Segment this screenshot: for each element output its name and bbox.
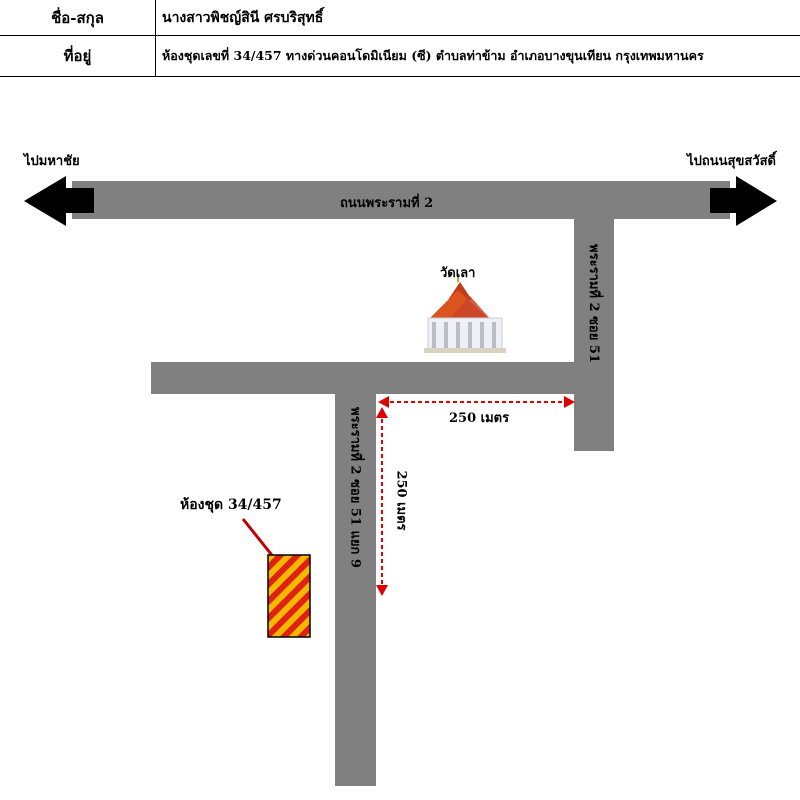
main-road-label: ถนนพระรามที่ 2 bbox=[340, 196, 434, 211]
condo-pointer-arrow bbox=[243, 519, 293, 582]
condo-parcel bbox=[268, 555, 310, 637]
direction-right-label: ไปถนนสุขสวัสดิ์ bbox=[687, 154, 776, 169]
vertical-distance-label: 250 เมตร bbox=[393, 470, 409, 531]
direction-left-label: ไปมหาชัย bbox=[24, 154, 80, 169]
name-value: นางสาวพิชญ์สินี ศรบริสุทธิ์ bbox=[156, 0, 800, 36]
address-row bbox=[0, 36, 800, 77]
condo-label: ห้องชุด 34/457 bbox=[180, 497, 282, 513]
name-label: ชื่อ-สกุล bbox=[0, 0, 156, 36]
temple-icon bbox=[424, 276, 506, 353]
address-value: ห้องชุดเลขที่ 34/457 ทางด่วนคอนโดมิเนียม (ซี) ตำบลท่าข้าม อำเภอบางขุนเทียน กรุงเทพมหานคร bbox=[156, 36, 800, 77]
soi-51-label: พระรามที่ 2 ซอย 51 bbox=[586, 244, 601, 363]
name-row bbox=[0, 0, 800, 36]
vertical-distance-arrow bbox=[376, 407, 388, 596]
horizontal-distance-label: 250 เมตร bbox=[449, 411, 510, 426]
address-label: ที่อยู่ bbox=[0, 36, 156, 77]
info-table bbox=[0, 0, 800, 77]
connector-road bbox=[151, 362, 614, 394]
temple-label: วัดเลา bbox=[440, 266, 476, 281]
soi-51-9-label: พระรามที่ 2 ซอย 51 แยก 9 bbox=[347, 407, 363, 568]
